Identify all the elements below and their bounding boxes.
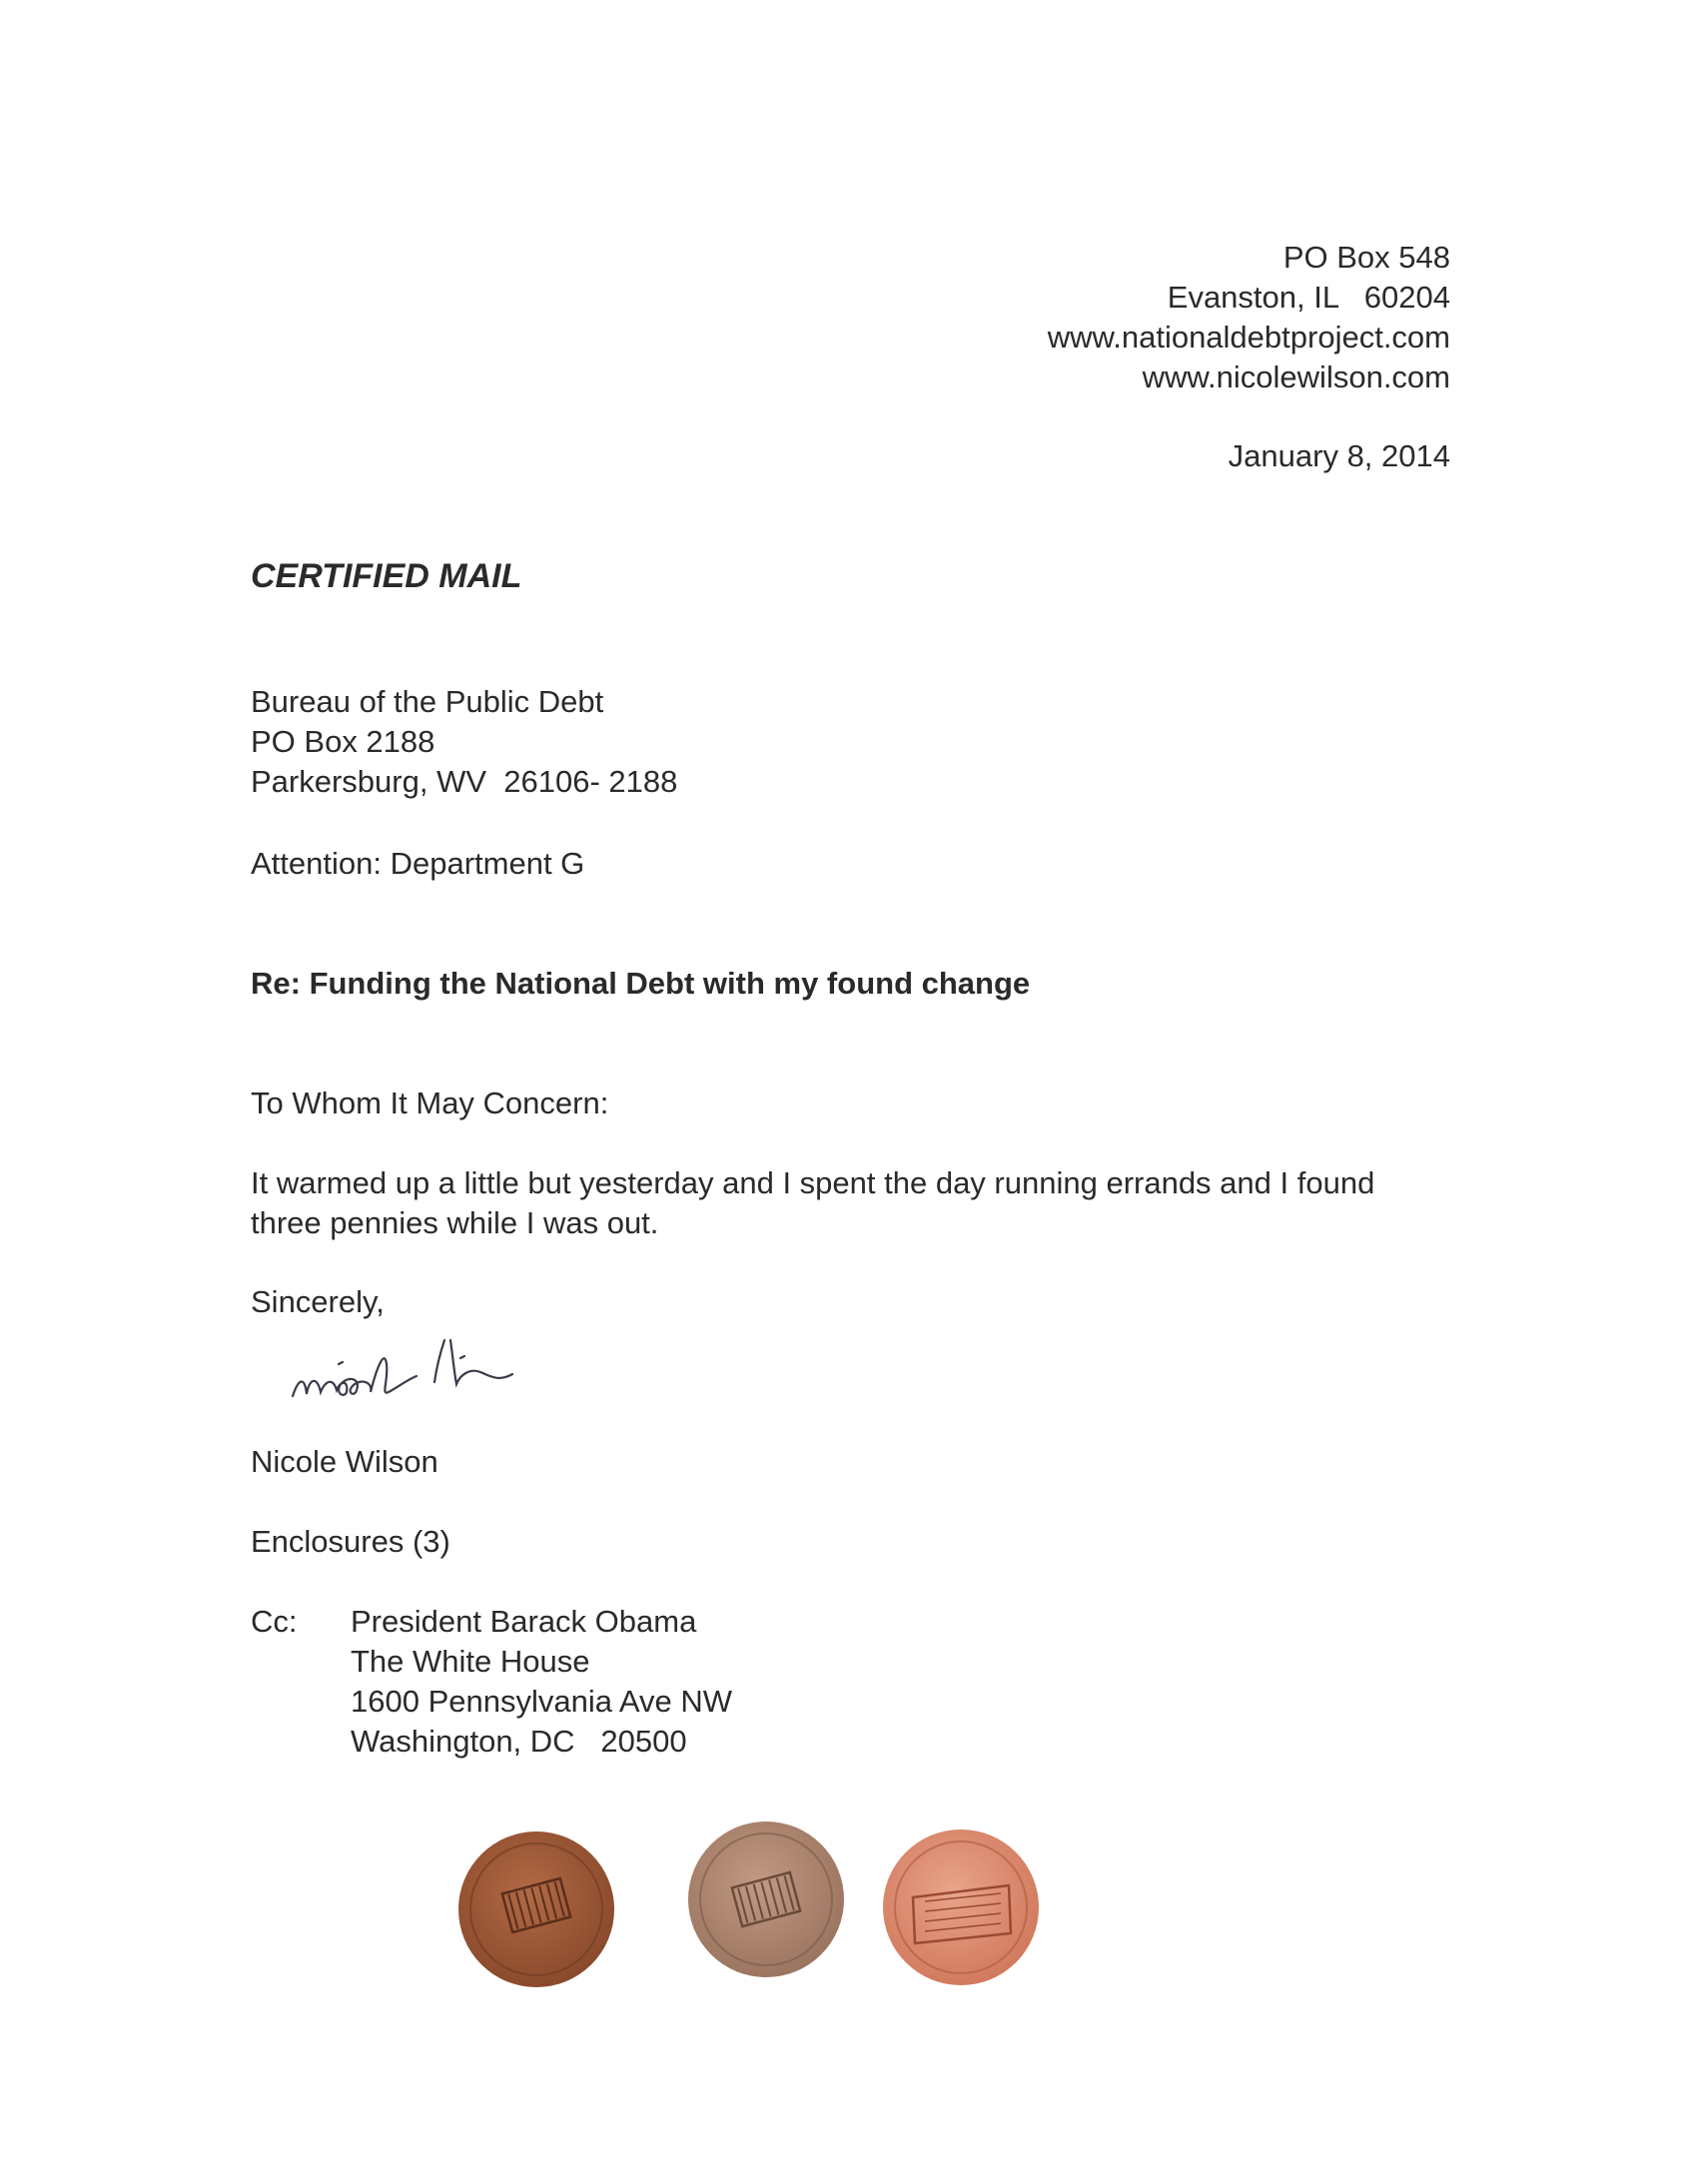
penny-1	[454, 1827, 619, 1992]
recipient-address	[251, 682, 677, 802]
recipient-city-state-zip: Parkersburg, WV 26106- 2188	[251, 764, 678, 799]
sender-website-1: www.nationaldebtproject.com	[1047, 320, 1450, 355]
cc-label: Cc:	[251, 1604, 298, 1639]
closing: Sincerely,	[251, 1284, 385, 1319]
cc-line-1: President Barack Obama	[351, 1604, 697, 1639]
sender-po-box: PO Box 548	[1282, 240, 1450, 275]
cc-address	[351, 1602, 732, 1762]
enclosures-note: Enclosures (3)	[251, 1524, 450, 1559]
penny-3	[879, 1825, 1044, 1990]
signer-name: Nicole Wilson	[251, 1444, 438, 1479]
handwritten-signature	[285, 1318, 624, 1418]
recipient-po-box: PO Box 2188	[251, 724, 435, 759]
sender-website-2: www.nicolewilson.com	[1142, 360, 1450, 394]
subject-line: Re: Funding the National Debt with my found change	[251, 966, 1031, 1001]
letter-date: January 8, 2014	[1228, 438, 1450, 473]
enclosed-pennies	[454, 1818, 1074, 1997]
sender-city-state-zip: Evanston, IL 60204	[1167, 280, 1450, 315]
cc-line-3: 1600 Pennsylvania Ave NW	[351, 1684, 732, 1719]
sender-address	[1048, 238, 1450, 397]
cc-line-4: Washington, DC 20500	[351, 1724, 687, 1759]
recipient-name: Bureau of the Public Debt	[251, 684, 604, 719]
penny-2	[684, 1818, 849, 1982]
delivery-method: CERTIFIED MAIL	[251, 557, 522, 595]
cc-line-2: The White House	[351, 1644, 590, 1679]
letter-body: It warmed up a little but yesterday and I spent the day running errands and I found three pennies while I was out.	[251, 1165, 1375, 1240]
salutation: To Whom It May Concern:	[251, 1086, 609, 1120]
attention-line: Attention: Department G	[251, 846, 585, 881]
